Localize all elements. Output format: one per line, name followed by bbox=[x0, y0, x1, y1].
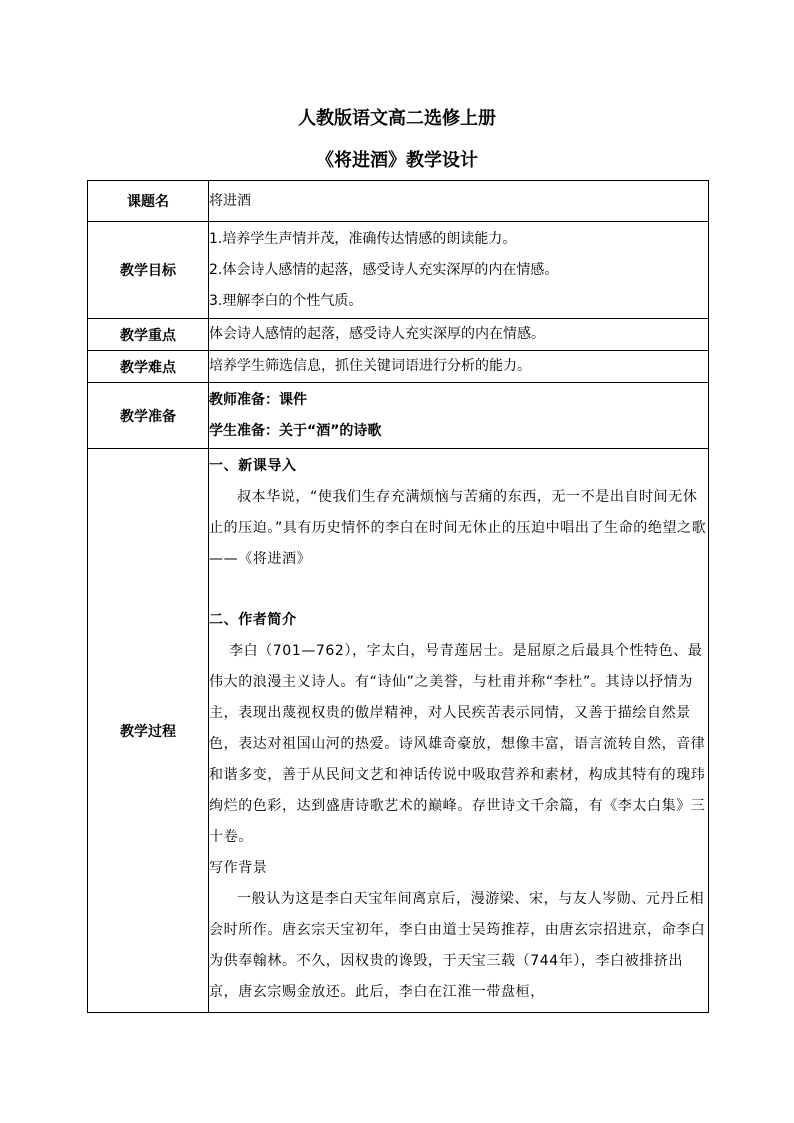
row-label-goals: 教学目标 bbox=[88, 222, 209, 319]
section-paragraph: 叔本华说，“使我们生存充满烦恼与苦痛的东西，无一不是出自时间无休止的压迫。”具有历史情怀的李白在时间无休止的压迫中唱出了生命的绝望之歌——《将进酒》 bbox=[209, 489, 707, 567]
table-row bbox=[88, 383, 709, 449]
spacer bbox=[209, 575, 708, 605]
section-heading: 一、新课导入 bbox=[209, 458, 297, 474]
goal-item: 3.理解李白的个性气质。 bbox=[209, 292, 363, 309]
process-cell bbox=[209, 449, 709, 1013]
subsection-heading: 写作背景 bbox=[209, 860, 268, 876]
difficulty-value: 培养学生筛选信息，抓住关键词语进行分析的能力。 bbox=[209, 351, 709, 383]
section-paragraph: 一般认为这是李白天宝年间离京后，漫游梁、宋，与友人岑勋、元丹丘相会时所作。唐玄宗天宝初年，李白由道士吴筠推荐，由唐玄宗招进京，命李白为供奉翰林。不久，因权贵的谗毁，于天宝三载（744年），李白被排挤出京，唐玄宗赐金放还。此后，李白在江淮一带盘桓， bbox=[209, 891, 706, 1000]
student-prep: 学生准备：关于“酒”的诗歌 bbox=[209, 422, 382, 439]
row-label-topic: 课题名 bbox=[88, 181, 209, 222]
table-row bbox=[88, 222, 709, 319]
table-row bbox=[88, 351, 709, 383]
table-row bbox=[88, 449, 709, 1013]
goals-cell bbox=[209, 222, 709, 319]
goal-item: 2.体会诗人感情的起落，感受诗人充实深厚的内在情感。 bbox=[209, 261, 559, 278]
table-row bbox=[88, 181, 709, 222]
topic-value: 将进酒 bbox=[209, 181, 709, 222]
document-title: 人教版语文高二选修上册 bbox=[298, 108, 496, 129]
key-value: 体会诗人感情的起落，感受诗人充实深厚的内在情感。 bbox=[209, 319, 709, 351]
goal-item: 1.培养学生声情并茂，准确传达情感的朗读能力。 bbox=[209, 230, 517, 247]
lesson-plan-table bbox=[87, 180, 709, 1013]
section-heading: 二、作者简介 bbox=[209, 612, 297, 628]
row-label-key: 教学重点 bbox=[88, 319, 209, 351]
row-label-prep: 教学准备 bbox=[88, 383, 209, 449]
prep-cell bbox=[209, 383, 709, 449]
row-label-process: 教学过程 bbox=[88, 449, 209, 1013]
row-label-difficulty: 教学难点 bbox=[88, 351, 209, 383]
table-row bbox=[88, 319, 709, 351]
section-paragraph: 李白（701—762），字太白，号青莲居士。是屈原之后最具个性特色、最伟大的浪漫主义诗人。有“诗仙”之美誉，与杜甫并称“李杜”。其诗以抒情为主，表现出蔑视权贵的傲岸精神，对人民疾苦表示同情，又善于描绘自然景色，表达对祖国山河的热爱。诗风雄奇豪放，想像丰富，语言流转自然，音律和谐多变，善于从民间文艺和神话传说中吸取营养和素材，构成其特有的瑰玮绚烂的色彩，达到盛唐诗歌艺术的巅峰。存世诗文千余篇，有《李太白集》三十卷。 bbox=[209, 643, 706, 845]
teacher-prep: 教师准备：课件 bbox=[209, 391, 307, 408]
document-subtitle: 《将进酒》教学设计 bbox=[316, 150, 478, 171]
